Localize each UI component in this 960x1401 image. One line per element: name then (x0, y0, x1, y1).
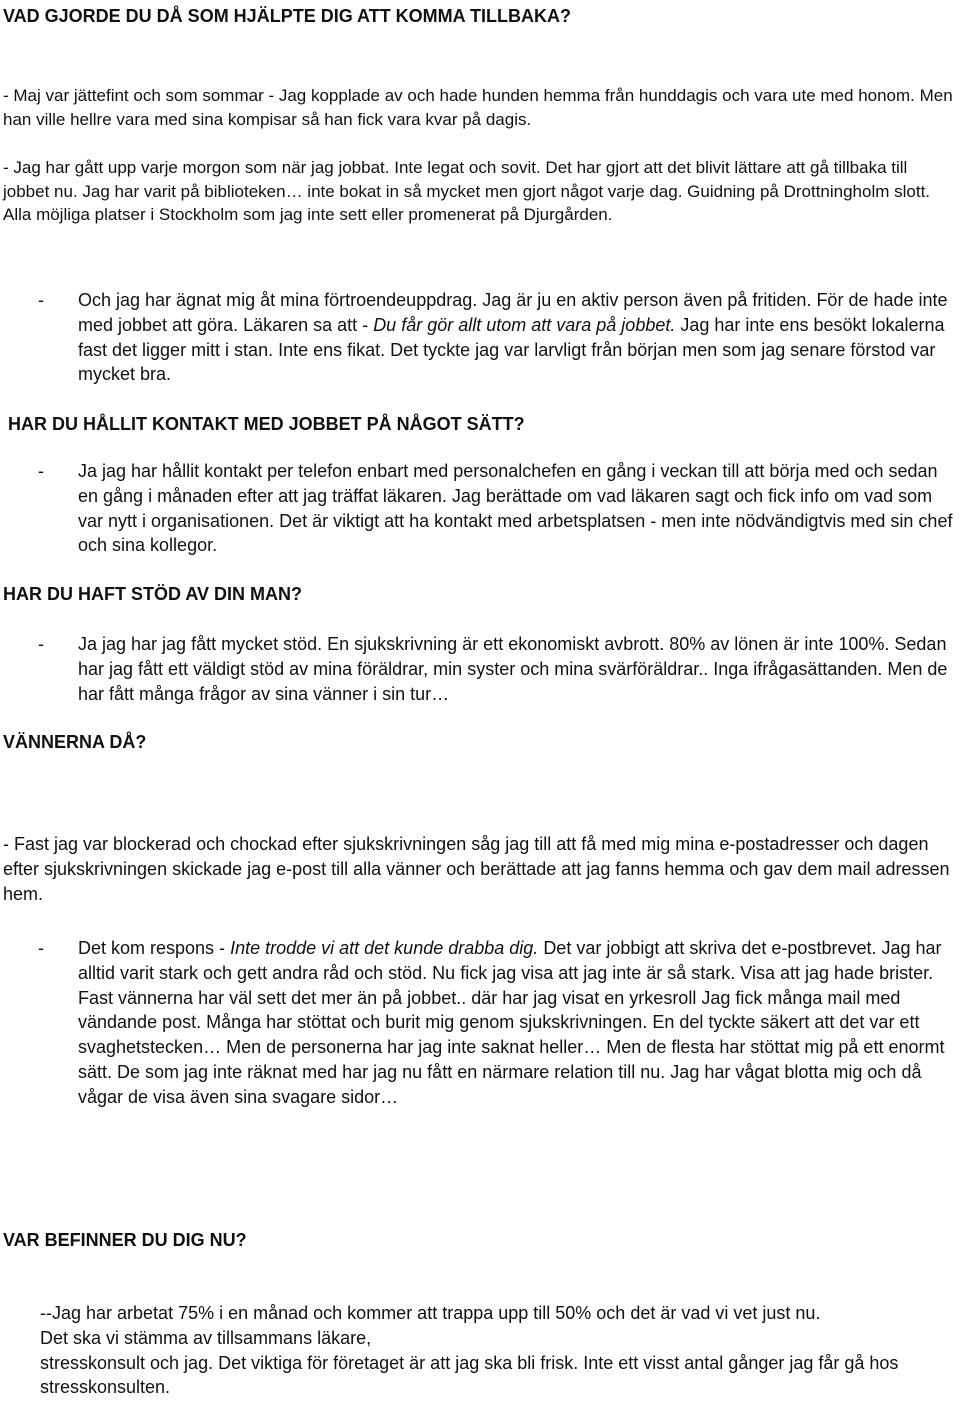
bullet-assignments-text-a: Och jag har ägnat mig åt mina förtroendeuppdrag. Jag är ju en aktiv person även på fritiden. För de hade inte med jobbet att göra. Läkaren sa att - (78, 290, 948, 335)
status-line-3: stresskonsult och jag. Det viktiga för företaget är att jag ska bli frisk. Inte ett visst antal gånger jag får gå hos stresskonsulten. (40, 1352, 899, 1398)
bullet-support: Ja jag har jag fått mycket stöd. En sjukskrivning är ett ekonomiskt avbrott. 80% av lönen är inte 100%. Sedan har jag fått ett väldigt stöd av mina föräldrar, min syster och mina svärföräldrar.. Inga ifrågasättanden. Men de har fått många frågor av sina vänner i sin tur… (78, 634, 948, 704)
status-line-2: Det ska vi stämma av tillsammans läkare, (40, 1327, 372, 1348)
heading-support-husband: HAR DU HAFT STÖD AV DIN MAN? (3, 584, 302, 604)
status-line-1: --Jag har arbetat 75% i en månad och kommer att trappa upp till 50% och det är vad vi vet just nu. (40, 1303, 821, 1323)
bullet-response (78, 936, 958, 1110)
bullet-response-continuation: Fast vännerna har väl sett det mer än på jobbet.. där har jag visat en yrkesroll Jag fick många mail med vändande post. Många har stöttat och burit mig genom sjukskrivningen. En del tyckte säkert att det var ett svaghetstecken… Men de personerna har jag inte saknat heller… Men de flesta har stöttat mig på ett enormt sätt. De som jag inte räknat med har jag nu fått en närmare relation till nu. Jag har vågat blotta mig och då vågar de visa även sina svagare sidor… (78, 987, 945, 1107)
list-dash: - (38, 938, 44, 958)
heading-what-helped: VAD GJORDE DU DÅ SOM HJÄLPTE DIG ATT KOMMA TILLBAKA? (3, 6, 571, 26)
heading-friends: VÄNNERNA DÅ? (3, 732, 147, 752)
bullet-assignments (78, 288, 958, 387)
paragraph-routine: - Jag har gått upp varje morgon som när jag jobbat. Inte legat och sovit. Det har gjort att det blivit lättare att gå tillbaka till jobbet nu. Jag har varit på biblioteken… inte bokat in så mycket men gjort något varje dag. Guidning på Drottningholm slott. Alla möjliga platser i Stockholm som jag inte sett eller promenerat på Djurgården. (3, 158, 931, 224)
heading-where-now: VAR BEFINNER DU DIG NU? (3, 1230, 247, 1250)
paragraph-current-status (40, 1301, 958, 1400)
bullet-contact: Ja jag har hållit kontakt per telefon enbart med personalchefen en gång i veckan till att börja med och sedan en gång i månaden efter att jag träffat läkaren. Jag berättade om vad läkaren sagt och fick info om vad som var nytt i organisationen. Det är viktigt att ha kontakt med arbetsplatsen - men inte nödvändigtvis med sin chef och sina kollegor. (78, 461, 953, 556)
paragraph-summer: - Maj var jättefint och som sommar - Jag kopplade av och hade hunden hemma från hunddagis och vara ute med honom. Men han ville hellre vara med sina kompisar så han fick vara kvar på dagis. (3, 86, 953, 129)
bullet-response-text-b: Det var jobbigt att skriva det e-postbrevet. Jag har alltid varit stark och gett andra råd och stöd. Nu fick jag visa att jag inte är så stark. Visa att jag hade brister. (78, 938, 942, 983)
list-dash: - (38, 634, 44, 654)
list-dash: - (38, 461, 44, 481)
bullet-assignments-text-b: Jag har inte ens besökt lokalerna fast det ligger mitt i stan. Inte ens fikat. Det tyckte jag var larvligt från början men som jag senare förstod var mycket bra. (78, 314, 945, 385)
bullet-assignments-quote: Du får gör allt utom att vara på jobbet. (373, 314, 676, 335)
bullet-response-quote: Inte trodde vi att det kunde drabba dig. (230, 938, 539, 958)
list-dash: - (38, 290, 44, 310)
paragraph-email-friends: - Fast jag var blockerad och chockad efter sjukskrivningen såg jag till att få med mig mina e-postadresser och dagen efter sjukskrivningen skickade jag e-post till alla vänner och berättade att jag fanns hemma och gav dem mail adressen hem. (3, 834, 950, 904)
bullet-response-text-a: Det kom respons - (78, 938, 226, 958)
heading-kept-contact: HAR DU HÅLLIT KONTAKT MED JOBBET PÅ NÅGOT SÄTT? (8, 414, 525, 434)
